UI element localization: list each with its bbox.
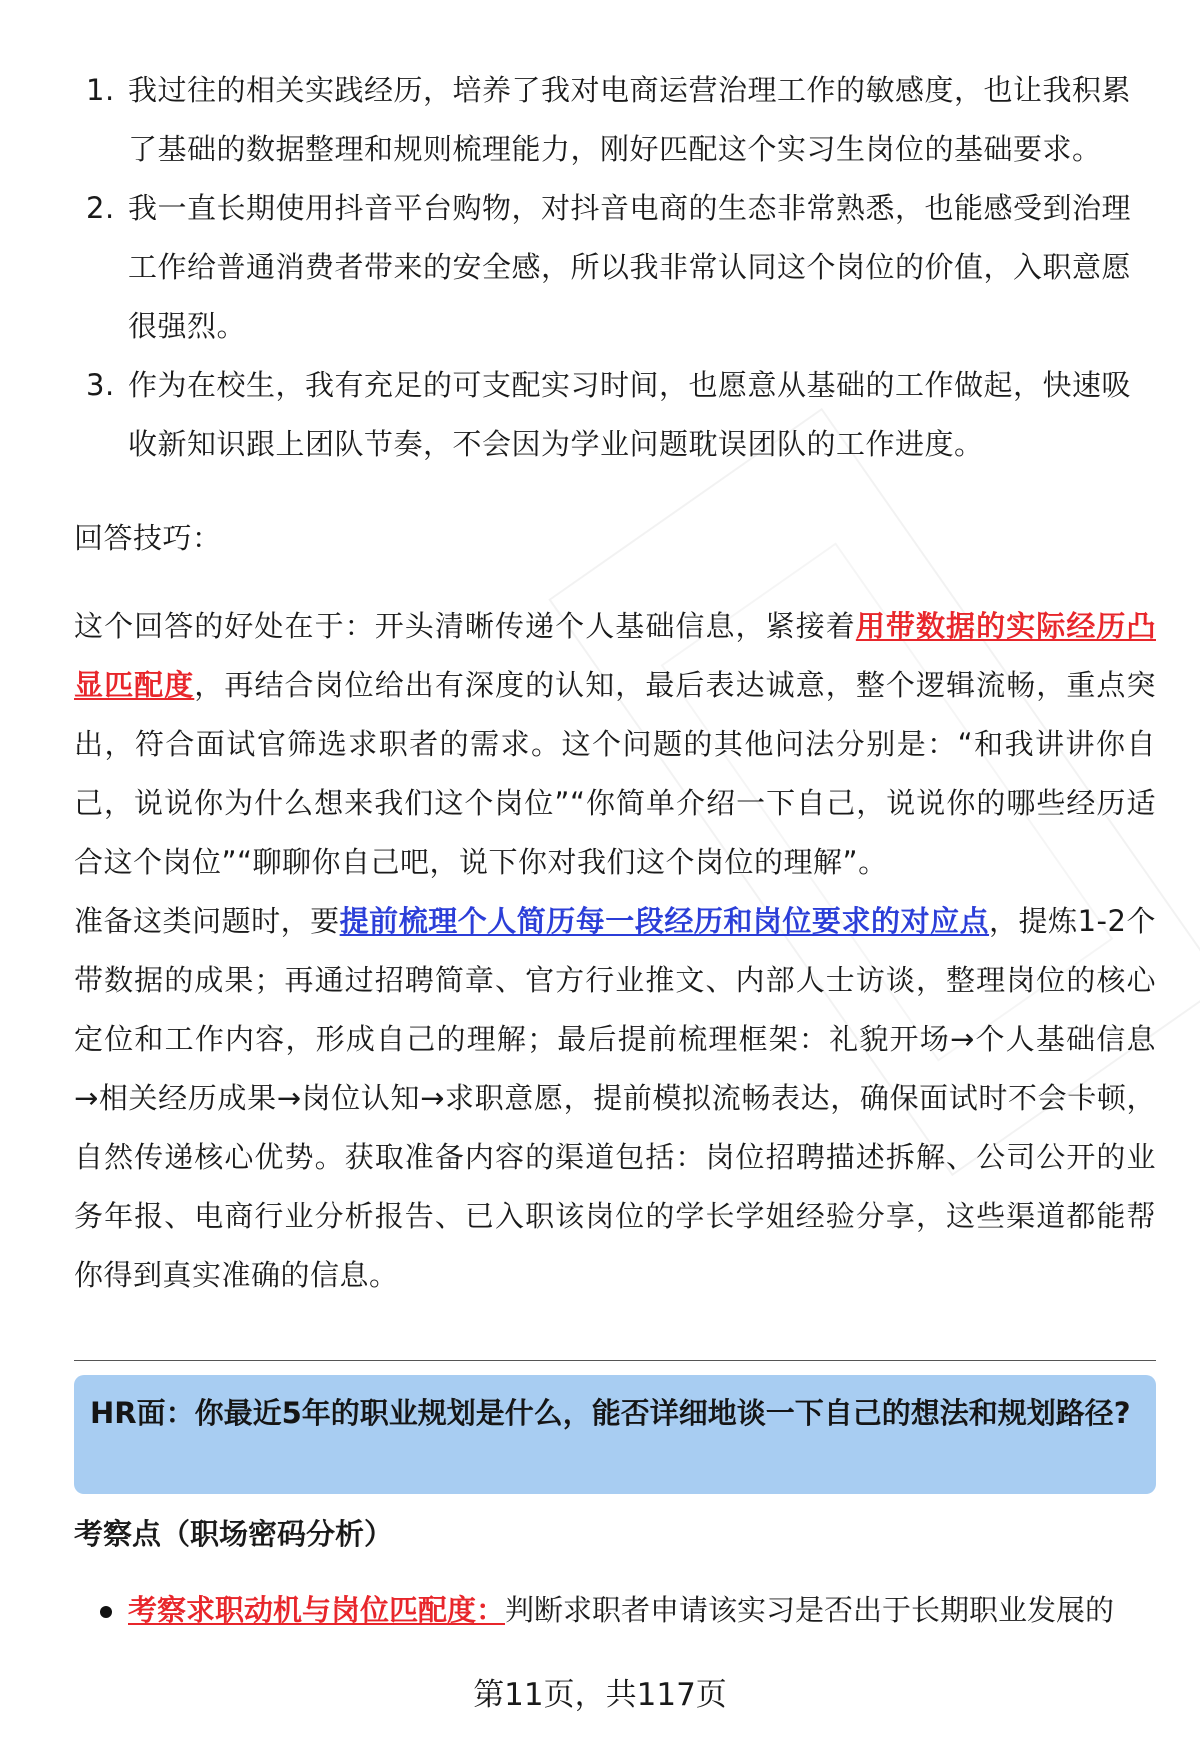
list-item	[74, 61, 1156, 179]
list-number: 2.	[86, 191, 115, 225]
paragraph-text: 准备这类问题时，要	[74, 904, 340, 938]
exam-points-heading: 考察点（职场密码分析）	[74, 1517, 394, 1551]
bullet-text: 判断求职者申请该实习是否出于长期职业发展的	[505, 1593, 1115, 1627]
answer-tips-label: 回答技巧：	[74, 521, 222, 555]
bullet-dot-icon	[100, 1606, 112, 1618]
list-item	[74, 356, 1156, 474]
prep-paragraph	[74, 892, 1156, 1305]
list-item-text: 我一直长期使用抖音平台购物，对抖音电商的生态非常熟悉，也能感受到治理工作给普通消费者带来的安全感，所以我非常认同这个岗位的价值，入职意愿很强烈。	[128, 191, 1132, 343]
list-number: 3.	[86, 368, 115, 402]
list-item-text: 作为在校生，我有充足的可支配实习时间，也愿意从基础的工作做起，快速吸收新知识跟上团队节奏，不会因为学业问题耽误团队的工作进度。	[128, 368, 1132, 461]
intro-list	[74, 61, 1156, 474]
page-number: 第11页，共117页	[473, 1677, 727, 1713]
list-item	[74, 179, 1156, 356]
section-divider	[74, 1360, 1156, 1361]
question-text: HR面：你最近5年的职业规划是什么，能否详细地谈一下自己的想法和规划路径?	[90, 1396, 1131, 1430]
highlight-link: 提前梳理个人简历每一段经历和岗位要求的对应点	[339, 904, 990, 938]
question-box	[74, 1375, 1156, 1494]
list-item-text: 我过往的相关实践经历，培养了我对电商运营治理工作的敏感度，也让我积累了基础的数据整理和规则梳理能力，刚好匹配这个实习生岗位的基础要求。	[128, 73, 1132, 166]
highlight-text: 用带数据的实际经历凸显匹配度	[74, 609, 1156, 702]
tips-paragraph	[74, 597, 1156, 892]
paragraph-text: ，提炼1-2个带数据的成果；再通过招聘简章、官方行业推文、内部人士访谈，整理岗位的核心定位和工作内容，形成自己的理解；最后提前梳理框架：礼貌开场→个人基础信息→相关经历成果→岗位认知→求职意愿，提前模拟流畅表达，确保面试时不会卡顿，自然传递核心优势。获取准备内容的渠道包括：岗位招聘描述拆解、公司公开的业务年报、电商行业分析报告、已入职该岗位的学长学姐经验分享，这些渠道都能帮你得到真实准确的信息。	[74, 904, 1156, 1292]
bullet-item	[100, 1581, 1184, 1640]
paragraph-text: 这个回答的好处在于：开头清晰传递个人基础信息，紧接着	[74, 609, 856, 643]
paragraph-text: ，再结合岗位给出有深度的认知，最后表达诚意，整个逻辑流畅，重点突出，符合面试官筛选求职者的需求。这个问题的其他问法分别是：“和我讲讲你自己，说说你为什么想来我们这个岗位”“你简单介绍一下自己，说说你的哪些经历适合这个岗位”“聊聊你自己吧，说下你对我们这个岗位的理解”。	[74, 668, 1156, 879]
list-number: 1.	[86, 73, 115, 107]
bullet-highlight: 考察求职动机与岗位匹配度：	[128, 1593, 506, 1627]
